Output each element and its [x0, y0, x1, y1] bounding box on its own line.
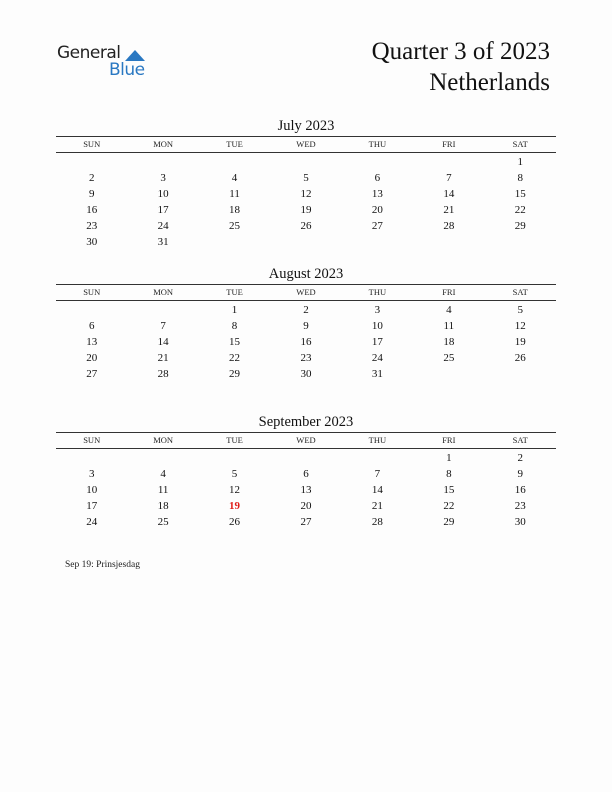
day-cell [413, 366, 484, 382]
weekday-label: TUE [226, 139, 243, 149]
day-cell: 10 [86, 484, 98, 496]
day-cell: 8 [231, 320, 238, 332]
week-row [56, 234, 556, 250]
weekday-label: MON [153, 139, 174, 149]
day-cell: 13 [371, 188, 383, 200]
weekday-label: SAT [512, 139, 528, 149]
day-cell: 1 [446, 452, 452, 464]
day-cell: 11 [229, 188, 240, 200]
day-cell [270, 234, 341, 250]
day-cell [56, 302, 127, 318]
day-cell: 11 [157, 484, 169, 496]
weekday-label: WED [296, 435, 316, 445]
day-cell [413, 154, 484, 170]
day-cell: 9 [88, 188, 95, 200]
day-cell: 24 [371, 352, 383, 364]
day-cell: 7 [160, 320, 166, 332]
day-cell [342, 234, 413, 250]
month-block [56, 264, 556, 382]
weekday-label: THU [368, 435, 387, 445]
day-cell: 5 [517, 304, 523, 316]
day-cell: 22 [514, 204, 526, 216]
weekday-label: THU [368, 139, 387, 149]
day-cell: 2 [303, 304, 309, 316]
day-cell: 21 [157, 352, 169, 364]
day-cell: 16 [300, 336, 312, 348]
day-cell: 17 [371, 336, 383, 348]
day-cell [270, 154, 341, 170]
month-title: August 2023 [268, 266, 344, 282]
day-cell: 20 [86, 352, 98, 364]
logo [57, 43, 157, 83]
day-cell: 30 [514, 516, 526, 528]
weekday-label: FRI [442, 287, 456, 297]
month-block [56, 116, 556, 250]
day-cell: 24 [157, 220, 169, 232]
day-cell: 31 [157, 236, 169, 248]
weekday-label: SUN [83, 139, 101, 149]
day-cell: 9 [303, 320, 309, 332]
weekday-label: SUN [83, 287, 101, 297]
day-cell: 25 [443, 352, 455, 364]
day-cell: 9 [517, 468, 523, 480]
weekday-label: SUN [83, 435, 101, 445]
week-row [56, 318, 556, 334]
day-cell [485, 234, 556, 250]
day-cell [413, 234, 484, 250]
week-row [56, 450, 556, 466]
day-cell: 5 [231, 468, 238, 480]
day-cell: 14 [443, 188, 455, 200]
day-cell: 6 [374, 172, 381, 184]
day-cell: 24 [86, 516, 98, 528]
day-cell: 23 [514, 500, 526, 512]
week-row [56, 170, 556, 186]
day-cell: 21 [371, 500, 383, 512]
holiday-day-cell: 19 [229, 500, 241, 512]
weekday-label: TUE [226, 287, 243, 297]
day-cell: 16 [514, 484, 526, 496]
day-cell [199, 234, 270, 250]
day-cell: 12 [514, 320, 526, 332]
month-title: September 2023 [258, 414, 354, 430]
day-cell: 23 [300, 352, 312, 364]
day-cell [485, 366, 556, 382]
weekday-header [56, 136, 556, 153]
day-cell: 30 [86, 236, 98, 248]
day-cell: 29 [229, 368, 241, 380]
week-row [56, 514, 556, 530]
day-cell: 25 [157, 516, 169, 528]
day-cell: 4 [160, 468, 166, 480]
day-cell: 2 [88, 172, 95, 184]
week-row [56, 302, 556, 318]
day-cell: 4 [446, 304, 452, 316]
week-row [56, 154, 556, 170]
day-cell: 4 [231, 172, 238, 184]
day-cell: 19 [514, 336, 526, 348]
day-cell: 7 [374, 468, 381, 480]
day-cell: 17 [157, 204, 169, 216]
day-cell: 17 [86, 500, 98, 512]
weekday-label: WED [296, 139, 316, 149]
day-cell: 5 [303, 172, 309, 184]
day-cell: 8 [446, 468, 452, 480]
day-cell [199, 154, 270, 170]
weekday-label: FRI [442, 435, 456, 445]
day-cell: 10 [157, 188, 169, 200]
day-cell: 31 [371, 368, 383, 380]
day-cell: 18 [229, 204, 241, 216]
day-cell: 6 [303, 468, 309, 480]
week-row [56, 466, 556, 482]
day-cell: 18 [157, 500, 169, 512]
day-cell: 29 [514, 220, 526, 232]
day-cell: 1 [517, 156, 523, 168]
day-cell: 20 [300, 500, 312, 512]
day-cell: 18 [443, 336, 455, 348]
week-row [56, 218, 556, 234]
weekday-label: THU [368, 287, 387, 297]
day-cell: 27 [300, 516, 312, 528]
day-cell: 7 [446, 172, 452, 184]
weekday-label: FRI [442, 139, 456, 149]
day-cell [127, 154, 198, 170]
day-cell: 21 [443, 204, 455, 216]
day-cell: 10 [371, 320, 383, 332]
day-cell [127, 302, 198, 318]
day-cell: 27 [371, 220, 383, 232]
day-cell: 26 [514, 352, 526, 364]
day-cell [342, 154, 413, 170]
quarter-title: Quarter 3 of 2023 [371, 38, 550, 65]
week-row [56, 202, 556, 218]
day-cell: 3 [374, 304, 381, 316]
day-cell: 15 [229, 336, 241, 348]
week-row [56, 350, 556, 366]
day-cell: 26 [300, 220, 312, 232]
day-cell: 8 [517, 172, 523, 184]
day-cell: 27 [86, 368, 98, 380]
week-row [56, 334, 556, 350]
week-row [56, 498, 556, 514]
day-cell [342, 450, 413, 466]
day-cell [127, 450, 198, 466]
day-cell: 28 [157, 368, 169, 380]
logo-blue-text: Blue [109, 60, 145, 80]
day-cell: 16 [86, 204, 98, 216]
week-row [56, 366, 556, 382]
day-cell: 29 [443, 516, 455, 528]
day-cell: 19 [300, 204, 312, 216]
day-cell [56, 154, 127, 170]
day-cell: 30 [300, 368, 312, 380]
month-title: July 2023 [277, 118, 335, 134]
day-cell [56, 450, 127, 466]
weekday-label: TUE [226, 435, 243, 445]
day-cell: 15 [443, 484, 455, 496]
week-row [56, 186, 556, 202]
logo-general-text: General [57, 43, 121, 63]
day-cell: 6 [88, 320, 95, 332]
day-cell: 25 [229, 220, 241, 232]
day-cell: 22 [443, 500, 455, 512]
month-block [56, 412, 556, 530]
day-cell: 26 [229, 516, 241, 528]
day-cell: 28 [371, 516, 383, 528]
day-cell: 13 [300, 484, 312, 496]
day-cell: 11 [443, 320, 455, 332]
day-cell: 15 [514, 188, 526, 200]
weekday-label: SAT [512, 435, 528, 445]
day-cell: 14 [157, 336, 169, 348]
day-cell: 13 [86, 336, 98, 348]
weekday-label: WED [296, 287, 316, 297]
weekday-label: SAT [512, 287, 528, 297]
day-cell: 14 [371, 484, 383, 496]
day-cell: 22 [229, 352, 241, 364]
day-cell [270, 450, 341, 466]
weekday-label: MON [153, 435, 174, 445]
day-cell: 28 [443, 220, 455, 232]
country-title: Netherlands [429, 69, 550, 96]
day-cell: 1 [231, 304, 238, 316]
page-title [372, 36, 550, 98]
day-cell: 12 [300, 188, 312, 200]
weekday-label: MON [153, 287, 174, 297]
day-cell: 2 [517, 452, 523, 464]
weekday-header [56, 284, 556, 301]
holiday-note: Sep 19: Prinsjesdag [65, 560, 140, 570]
day-cell [199, 450, 270, 466]
day-cell: 23 [86, 220, 98, 232]
day-cell: 12 [229, 484, 241, 496]
day-cell: 3 [88, 468, 95, 480]
day-cell: 20 [371, 204, 383, 216]
day-cell: 3 [160, 172, 166, 184]
week-row [56, 482, 556, 498]
weekday-header [56, 432, 556, 449]
